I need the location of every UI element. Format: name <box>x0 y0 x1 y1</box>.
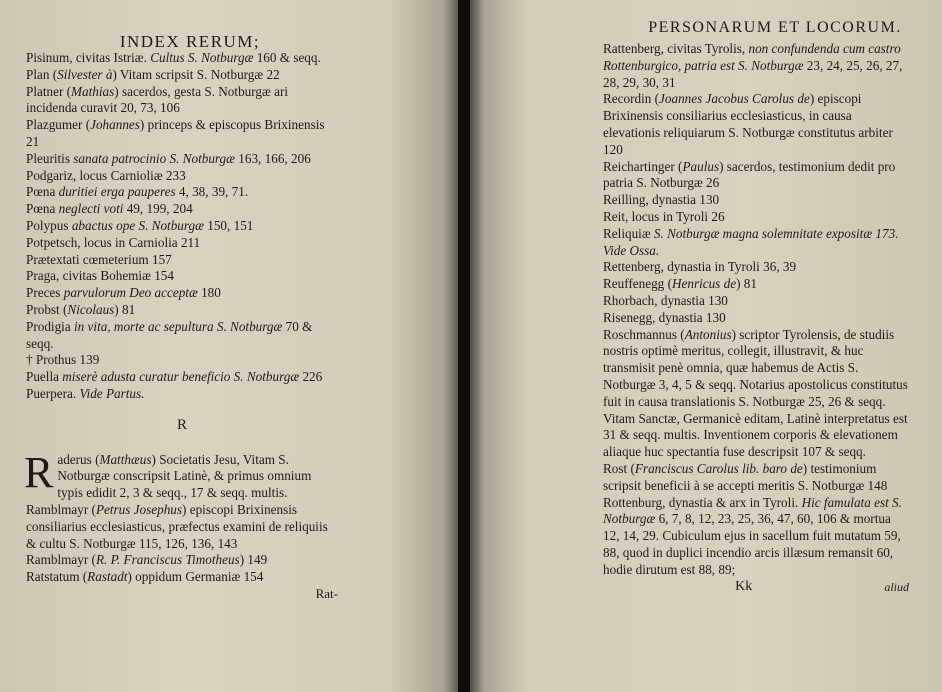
entry-name: Rettenberg, dynastia in Tyroli <box>603 259 760 275</box>
index-entry <box>26 184 338 201</box>
entry-name: Pisinum, civitas Istriæ. <box>26 50 147 65</box>
entry-name: Praga, civitas Bohemiæ <box>26 268 151 284</box>
index-entry <box>26 168 338 185</box>
index-entry <box>603 327 909 461</box>
index-entry <box>26 252 338 269</box>
index-entry <box>603 495 909 579</box>
entry-name: Pœna <box>26 201 56 217</box>
entry-desc: non confundenda cum castro Rottenburgico, patria est S. Notburgæ <box>603 41 901 73</box>
entry-desc: parvulorum Deo acceptæ <box>60 285 198 301</box>
entry-desc: Johannes <box>90 117 140 133</box>
entry-desc: Henricus de <box>671 276 737 292</box>
entry-desc: R. P. Franciscus Timotheus <box>95 552 240 568</box>
index-entry <box>26 352 338 369</box>
entry-pages: ) episcopi Brixinensis consiliarius ecclesiasticus, præfectus examini de reliquiis & cultu S. Notburgæ 115, 126, 136, 143 <box>26 501 328 551</box>
entry-pages: 130 <box>696 192 720 208</box>
entry-pages: 233 <box>162 167 186 183</box>
entry-desc: abactus ope S. Notburgæ <box>68 217 204 233</box>
entry-pages: 130 <box>702 309 726 325</box>
entry-name: Platner ( <box>26 83 72 99</box>
entry-name: Rattenberg, civitas Tyrolis, <box>603 41 746 56</box>
entry-name: Rottenburg, dynastia & arx in Tyroli. <box>603 494 799 510</box>
index-entry <box>26 235 338 252</box>
entry-pages: 163, 166, 206 <box>234 150 311 166</box>
entry-desc: Paulus <box>682 158 720 174</box>
entry-name: Rost ( <box>603 460 635 476</box>
left-page <box>0 0 458 692</box>
index-entry <box>26 502 338 552</box>
index-entry <box>26 268 338 285</box>
right-entries <box>603 41 909 595</box>
entry-pages: 36, 39 <box>759 259 797 275</box>
entry-name: Rhorbach, dynastia <box>603 292 705 308</box>
entry-name: Recordin ( <box>603 91 660 107</box>
entry-name: Reuffenegg ( <box>603 276 672 292</box>
right-page <box>470 0 942 692</box>
entry-desc: Cultus S. Notburgæ <box>146 50 254 65</box>
entry-pages: ) Societatis Jesu, Vitam S. Notburgæ conscripsit Latinè, & primus omnium typis edidit 2, 3 & seqq., 17 & seqq. multis. <box>57 451 312 501</box>
index-entry <box>603 209 909 226</box>
index-entry <box>26 84 338 118</box>
entry-name: Prodigia <box>26 318 71 334</box>
section-letter: R <box>176 416 187 433</box>
entry-name: Pleuritis <box>26 150 70 166</box>
index-entry <box>26 319 338 353</box>
entry-desc: Nicolaus <box>67 301 115 317</box>
index-entry <box>603 192 909 209</box>
entry-desc: S. Notburgæ magna solemnitate expositæ 173. Vide Ossa. <box>603 225 899 258</box>
entry-desc: miserè adusta curatur beneficio S. Notburgæ <box>58 369 300 385</box>
entry-desc: Antonius <box>684 326 732 342</box>
entry-name: Risenegg, dynastia <box>603 309 703 325</box>
entry-name: Reilling, dynastia <box>603 192 697 208</box>
entry-pages: 139 <box>76 352 100 368</box>
left-entries <box>26 50 338 603</box>
index-entry <box>24 447 338 502</box>
drop-cap: R <box>24 447 54 497</box>
entry-desc: duritiei erga pauperes <box>55 184 176 200</box>
entry-pages: ) testimonium scripsit beneficii à se accepti meritis S. Notburgæ 148 <box>603 460 888 493</box>
entry-pages: ) princeps & episcopus Brixinensis 21 <box>26 117 325 149</box>
index-entry <box>603 461 909 495</box>
index-entry <box>603 293 909 310</box>
entry-pages: ) sacerdos, gesta S. Notburgæ ari incidenda curavit 20, 73, 106 <box>26 83 289 116</box>
entry-name: Podgariz, locus Carnioliæ <box>26 167 163 183</box>
index-entry <box>26 552 338 569</box>
entry-pages: 70 & seqq. <box>26 318 313 351</box>
entry-desc: sanata patrocinio S. Notburgæ <box>69 150 235 166</box>
entry-desc: Vide Partus. <box>76 385 145 401</box>
entry-name: Puella <box>26 369 59 385</box>
entry-desc: Mathias <box>71 83 115 99</box>
index-entry <box>26 302 338 319</box>
index-entry <box>26 151 338 168</box>
index-entry <box>603 91 909 158</box>
entry-name: Puerpera. <box>26 385 77 401</box>
entry-name: Ramblmayr ( <box>26 552 96 568</box>
entry-name: Prætextati cœmeterium <box>26 251 149 267</box>
entry-pages: ) sacerdos, testimonium dedit pro patria S. Notburgæ 26 <box>603 158 896 191</box>
catchword: aliud <box>884 579 909 594</box>
entry-desc: Petrus Josephus <box>95 501 183 517</box>
entry-name: Roschmannus ( <box>603 326 685 342</box>
entry-pages: 26 <box>708 208 725 224</box>
entry-name: Potpetsch, locus in Carniolia <box>26 234 178 250</box>
entry-name: Probst ( <box>26 301 68 317</box>
entry-name: Reichartinger ( <box>603 158 683 174</box>
entry-name: Preces <box>26 285 61 301</box>
entry-desc: Matthæus <box>99 451 152 467</box>
entry-pages: 154 <box>150 268 174 284</box>
entry-pages: 23, 24, 25, 26, 27, 28, 29, 30, 31 <box>603 57 903 90</box>
index-entry <box>26 201 338 218</box>
index-entry <box>603 310 909 327</box>
entry-desc: Silvester à <box>57 66 113 82</box>
book-gutter <box>458 0 470 692</box>
entry-pages: 180 <box>197 285 221 301</box>
entry-name: Ratstatum ( <box>26 569 88 585</box>
index-entry <box>26 218 338 235</box>
entry-pages: 226 <box>299 369 323 385</box>
entry-desc: neglecti voti <box>55 201 124 217</box>
entry-pages: ) 81 <box>114 301 136 317</box>
index-entry <box>603 259 909 276</box>
entry-desc: Franciscus Carolus lib. baro de <box>634 460 803 476</box>
index-entry <box>26 569 338 586</box>
entry-pages: ) 81 <box>736 276 757 292</box>
entry-pages: ) Vitam scripsit S. Notburgæ 22 <box>112 66 280 82</box>
entry-name: Reliquiæ <box>603 225 651 241</box>
index-entry <box>603 159 909 193</box>
index-entry <box>603 226 909 260</box>
entry-pages: ) 149 <box>239 552 268 568</box>
entry-name: † Prothus <box>26 352 77 368</box>
right-page-header: PERSONARUM ET LOCORUM. <box>648 19 902 36</box>
entry-pages: 4, 38, 39, 71. <box>175 184 249 200</box>
entry-pages: ) scriptor Tyrolensis, de studiis nostris optimè meritus, collegit, illustravit, & huc transmisit penè omnia, quæ habemus de Actis S. Notburgæ 3, 4, 5 & seqq. Notarius apostolicus constitutus fuit in causa translationis S. Notburgæ 25, 26 & seqq. Vitam Sanctæ, Germanicè editam, Latinè interpretatus est 31 & seqq. multis. Inventionem corporis & elevationem aliaque huc spectantia fuse descripsit 107 & seqq. <box>603 326 908 460</box>
entry-desc: Joannes Jacobus Carolus de <box>659 91 810 107</box>
entry-desc: Hic famulata est S. Notburgæ <box>603 494 902 527</box>
left-page-header: INDEX RERUM; <box>119 32 261 51</box>
index-entry <box>26 117 338 151</box>
index-entry <box>603 41 909 91</box>
index-entry <box>26 67 338 84</box>
entry-name: Ramblmayr ( <box>26 501 96 517</box>
entry-pages: 6, 7, 8, 12, 23, 25, 36, 47, 60, 106 & mortua 12, 14, 29. Cubiculum ejus in sacellum fuit mutatum 59, 88, quod in duplici incendio arcis illæsum remansit 60, hodie dirutum est 88, 89; <box>603 511 901 577</box>
entry-desc: Rastadt <box>87 569 128 585</box>
entry-pages: 130 <box>704 292 728 308</box>
entry-name: Reit, locus in Tyroli <box>603 208 709 224</box>
entry-pages: 49, 199, 204 <box>123 201 193 217</box>
signature-mark <box>603 579 909 596</box>
entry-pages: ) oppidum Germaniæ 154 <box>127 569 264 585</box>
entry-pages: 160 & seqq. <box>253 50 321 65</box>
index-entry <box>26 369 338 386</box>
catchword: Rat- <box>315 585 338 601</box>
entry-name: aderus ( <box>57 451 100 467</box>
entry-name: Polypus <box>26 217 69 233</box>
entry-pages: 157 <box>148 251 172 267</box>
index-entry <box>603 276 909 293</box>
signature-text: Kk <box>735 578 753 594</box>
index-entry <box>26 386 338 403</box>
index-entry <box>26 50 338 67</box>
entry-pages: 211 <box>177 234 201 250</box>
entry-name: Plan ( <box>26 66 58 82</box>
entry-name: Pœna <box>26 184 56 200</box>
entry-name: Plazgumer ( <box>26 117 91 133</box>
index-entry <box>26 285 338 302</box>
entry-desc: in vita, morte ac sepultura S. Notburgæ <box>70 318 283 334</box>
entry-pages: ) episcopi Brixinensis consiliarius ecclesiasticus, in causa elevationis reliquiarum S. Notburgæ constitutus arbiter 120 <box>603 91 893 157</box>
entry-pages: 150, 151 <box>203 217 254 233</box>
